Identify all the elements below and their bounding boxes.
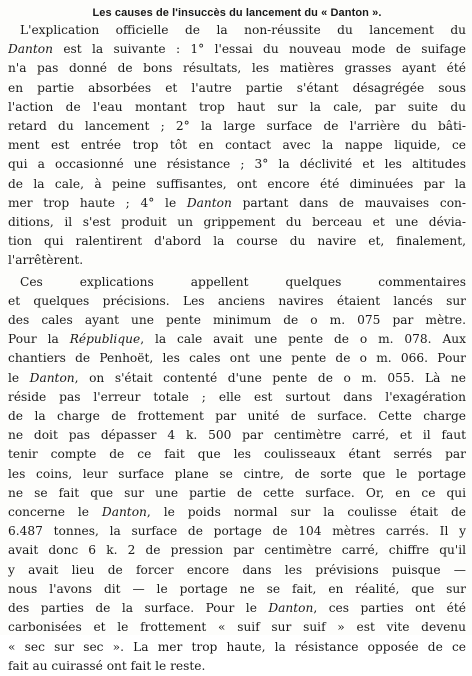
text-segment: l'arrêtèrent. — [8, 253, 84, 268]
text-line — [8, 175, 466, 194]
text-segment: ditions, il s'est produit un grippement du berceau et une dévia- — [8, 215, 466, 230]
text-line — [8, 232, 466, 251]
text-segment: Ces explications appellent quelques commentaires — [20, 274, 466, 289]
text-segment: avait donc 6 k. 2 de pression par centimètre carré, chiffre qu'il — [8, 543, 466, 558]
text-line — [8, 273, 466, 292]
text-segment: l'action de l'eau montant trop haut sur la cale, par suite du — [8, 99, 466, 114]
text-line — [8, 503, 466, 522]
ship-name: République — [69, 332, 141, 347]
text-line — [8, 213, 466, 232]
text-segment: ne se fait que sur une partie de cette surface. Or, en ce qui — [8, 485, 466, 500]
text-line — [8, 251, 466, 270]
text-line — [8, 40, 466, 59]
text-segment: L'explication officielle de la non-réussite du lancement du — [20, 23, 466, 37]
ship-name: Danton — [29, 370, 75, 385]
text-line — [8, 292, 466, 311]
text-segment: tion qui ralentirent d'abord la course du navire et, finalement, — [8, 234, 466, 249]
text-line — [8, 98, 466, 117]
text-line — [8, 426, 466, 445]
ship-name: Danton — [8, 42, 53, 57]
ship-name: Danton — [268, 601, 314, 616]
text-segment: ne doit pas dépasser 4 k. 500 par centimètre carré, et il faut — [8, 428, 466, 443]
text-segment: chantiers de Penhoët, les cales ont une pente de o m. 066. Pour — [8, 351, 466, 366]
article-heading: Les causes de l'insuccès du lancement du « Danton ». — [92, 7, 382, 19]
text-segment: , le poids normal sur la coulisse était de — [146, 505, 466, 520]
text-segment: y avait lieu de forcer encore dans les prévisions puisque — — [8, 562, 466, 577]
text-segment: de la charge de frottement par unité de surface. Cette charge — [8, 409, 466, 424]
text-line — [8, 79, 466, 98]
text-line — [8, 484, 466, 503]
text-line — [8, 657, 466, 676]
text-line — [8, 194, 466, 213]
text-segment: , ces parties ont été — [313, 601, 466, 616]
text-segment: 6.487 tonnes, la surface de portage de 104 mètres carrés. Il y — [8, 524, 466, 539]
text-line — [8, 522, 466, 541]
text-line — [8, 445, 466, 464]
text-line — [8, 349, 466, 368]
text-segment: , on s'était contenté d'une pente de o m. 055. Là ne — [74, 370, 466, 385]
text-line — [8, 330, 466, 349]
text-segment: nous l'avons dit — le portage ne se fait, en réalité, que sur — [8, 581, 466, 596]
text-segment: tenir compte de ce fait que les coulisseaux étant serrés par — [8, 447, 466, 462]
text-line — [8, 388, 466, 407]
text-segment: réside pas l'erreur totale ; elle est surtout dans l'exagération — [8, 389, 466, 404]
ship-name: Danton — [186, 195, 232, 210]
text-line — [8, 369, 466, 388]
text-line — [8, 136, 466, 155]
text-line — [8, 599, 466, 618]
text-line — [8, 407, 466, 426]
text-line — [8, 155, 466, 174]
text-segment: des parties de la surface. Pour le — [8, 601, 269, 616]
text-segment: mer trop haute ; 4° le — [8, 195, 187, 210]
text-segment: « sec sur sec ». La mer trop haute, la résistance opposée de ce — [8, 639, 466, 654]
text-line — [8, 117, 466, 136]
text-segment: est la suivante : 1° l'essai du nouveau mode de suifage — [52, 42, 466, 57]
text-segment: Pour la — [8, 332, 70, 347]
text-segment: n'a pas donné de bons résultats, les matières grasses ayant été — [8, 61, 466, 76]
text-segment: en partie absorbées et l'autre partie s'étant désagrégée sous — [8, 80, 466, 95]
text-line — [8, 311, 466, 330]
text-segment: concerne le — [8, 505, 102, 520]
text-segment: partant dans de mauvaises con- — [231, 195, 466, 210]
text-segment: , la cale avait une pente de o m. 078. Aux — [140, 332, 466, 347]
text-segment: des cales ayant une pente minimum de o m. 075 par mètre. — [8, 313, 466, 328]
paragraph-1 — [8, 21, 466, 271]
text-segment: et quelques précisions. Les anciens navires étaient lancés sur — [8, 293, 466, 308]
text-line — [8, 638, 466, 657]
paragraph-2 — [8, 273, 466, 676]
text-segment: le — [8, 370, 30, 385]
text-line — [8, 541, 466, 560]
text-line — [8, 580, 466, 599]
text-segment: ment est entrée trop tôt en contact avec la nappe liquide, ce — [8, 138, 466, 153]
text-line — [8, 21, 466, 40]
ship-name: Danton — [101, 505, 147, 520]
text-line — [8, 465, 466, 484]
text-segment: carbonisées et le frottement « suif sur suif » est vite devenu — [8, 620, 466, 635]
text-line — [8, 561, 466, 580]
text-line — [8, 59, 466, 78]
text-segment: fait au cuirassé ont fait le reste. — [8, 658, 206, 673]
text-segment: de la cale, à peine suffisantes, ont encore été diminuées par la — [8, 176, 466, 191]
text-segment: retard du lancement ; 2° la large surface de l'arrière du bâti- — [8, 119, 466, 134]
text-segment: qui a occasionné une résistance ; 3° la déclivité et les altitudes — [8, 157, 466, 172]
text-segment: les coins, leur surface plane se cintre, de sorte que le portage — [8, 466, 466, 481]
